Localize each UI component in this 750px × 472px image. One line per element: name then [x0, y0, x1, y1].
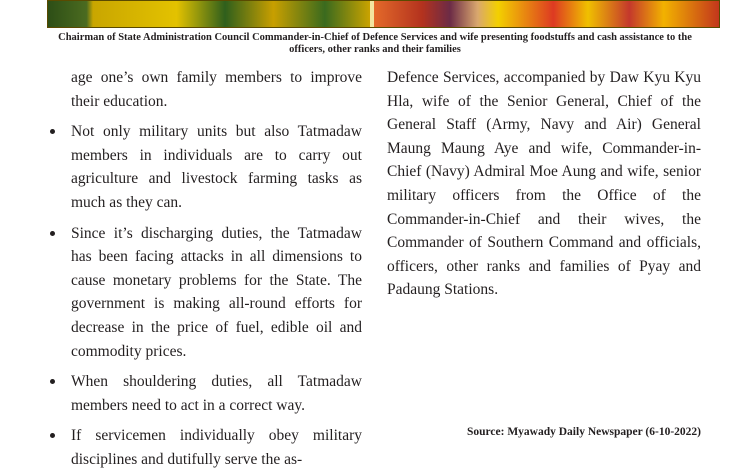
- right-column: [387, 66, 701, 302]
- bullet-item: [50, 120, 362, 214]
- bullet-item: [50, 370, 362, 417]
- continued-paragraph: age one’s own family members to improve their education.: [71, 69, 362, 110]
- bullet-item: [50, 222, 362, 364]
- photo-strip: [47, 0, 720, 28]
- bullet-text: Not only military units but also Tatmadaw members in individuals are to carry out agriculture and livestock farming tasks as much as they can.: [71, 123, 362, 211]
- right-paragraph: Defence Services, accompanied by Daw Kyu Kyu Hla, wife of the Senior General, Chief of the General Staff (Army, Navy and Air) General Maung Maung Aye and wife, Commander-in-Chief (Navy) Admiral Moe Aung and wife, senior military officers from the Office of the Commander-in-Chief and their wives, the Commander of Southern Command and officials, officers, other ranks and families of Pyay and Padaung Stations.: [387, 69, 701, 299]
- bullet-icon: [50, 231, 55, 236]
- bullet-text: When shouldering duties, all Tatmadaw members need to act in a correct way.: [71, 373, 362, 414]
- photo-left: [48, 1, 370, 28]
- bullet-icon: [50, 129, 55, 134]
- bullet-icon: [50, 379, 55, 384]
- left-column: [50, 66, 362, 472]
- photo-caption: Chairman of State Administration Council Commander-in-Chief of Defence Services and wife presenting foodstuffs and cash assistance to the officers, other ranks and their families: [58, 32, 692, 55]
- photo-right: [374, 1, 719, 28]
- bullet-item: [50, 424, 362, 471]
- source-credit: Source: Myawady Daily Newspaper (6-10-2022): [466, 426, 701, 438]
- bullet-text: Since it’s discharging duties, the Tatmadaw has been facing attacks in all dimensions to cause monetary problems for the State. The government is making all-round efforts for decrease in the price of fuel, edible oil and commodity prices.: [71, 224, 362, 360]
- bullet-list: [50, 120, 362, 471]
- bullet-text: If servicemen individually obey military disciplines and dutifully serve the as-: [71, 427, 362, 468]
- bullet-icon: [50, 433, 55, 438]
